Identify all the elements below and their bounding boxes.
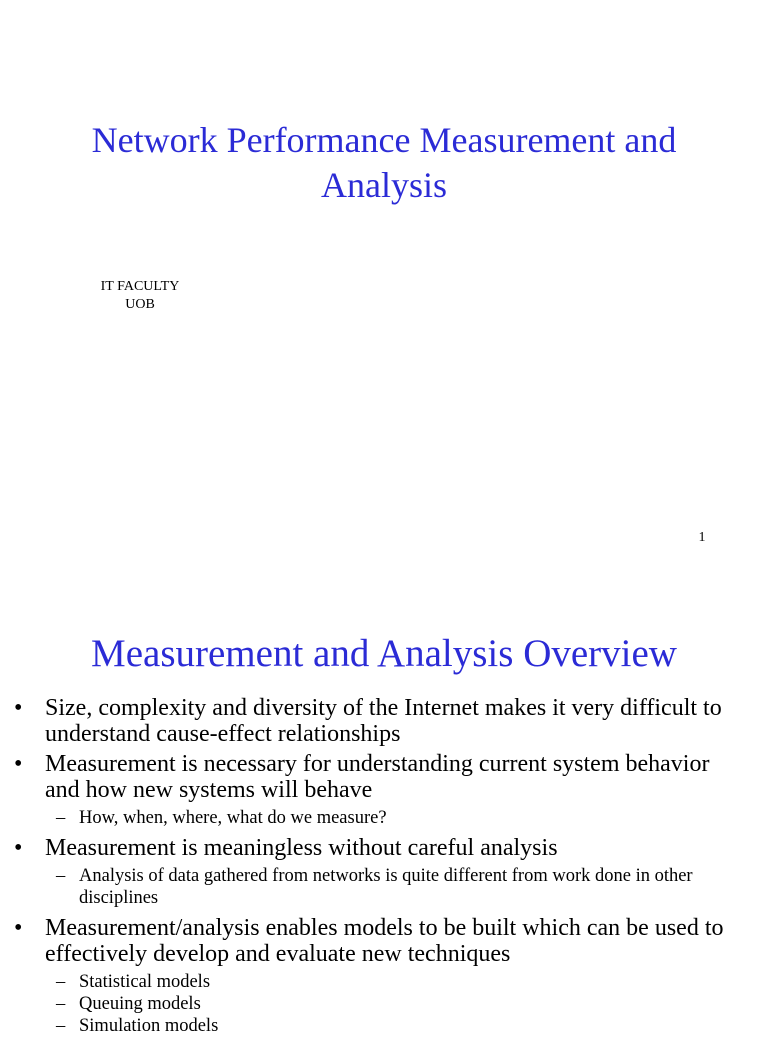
presentation-title: Network Performance Measurement and Analysis [91, 120, 677, 205]
bullet-text: Measurement/analysis enables models to be built which can be used to effectively develop and evaluate new techniques [45, 915, 724, 967]
slide-body [0, 695, 768, 1043]
sub-bullet-item [0, 865, 768, 909]
bullet-item [0, 835, 768, 861]
bullet-marker: • [14, 751, 23, 777]
slide-title: Measurement and Analysis Overview [91, 632, 677, 675]
sub-bullet-item [0, 807, 768, 829]
author-line-1: IT FACULTY [100, 279, 180, 294]
sub-bullet-list [0, 971, 768, 1037]
sub-bullet-text: Queuing models [79, 994, 201, 1014]
sub-bullet-text: How, when, where, what do we measure? [79, 808, 387, 828]
bullet-item [0, 915, 768, 967]
sub-bullet-item [0, 1015, 768, 1037]
sub-bullet-text: Simulation models [79, 1016, 219, 1036]
bullet-item [0, 751, 768, 803]
bullet-item [0, 695, 768, 747]
sub-bullet-list [0, 865, 768, 909]
bullet-text: Size, complexity and diversity of the Internet makes it very difficult to understand cause-effect relationships [45, 695, 722, 747]
bullet-marker: • [14, 695, 23, 721]
bullet-marker: • [14, 835, 23, 861]
dash-marker: – [56, 994, 66, 1014]
sub-bullet-text: Analysis of data gathered from networks is quite different from work done in other disciplines [79, 866, 693, 908]
page-number: 1 [698, 530, 706, 545]
sub-bullet-list [0, 807, 768, 829]
overview-slide [0, 590, 768, 1036]
sub-bullet-text: Statistical models [79, 972, 211, 992]
bullet-marker: • [14, 915, 23, 941]
dash-marker: – [56, 866, 66, 886]
dash-marker: – [56, 808, 66, 828]
dash-marker: – [56, 1016, 66, 1036]
dash-marker: – [56, 972, 66, 992]
bullet-text: Measurement is necessary for understanding current system behavior and how new systems will behave [45, 751, 710, 803]
author-line-2: UOB [125, 297, 155, 312]
author-block [80, 278, 200, 314]
sub-bullet-item [0, 971, 768, 993]
sub-bullet-item [0, 993, 768, 1015]
bullet-text: Measurement is meaningless without careful analysis [45, 835, 558, 861]
